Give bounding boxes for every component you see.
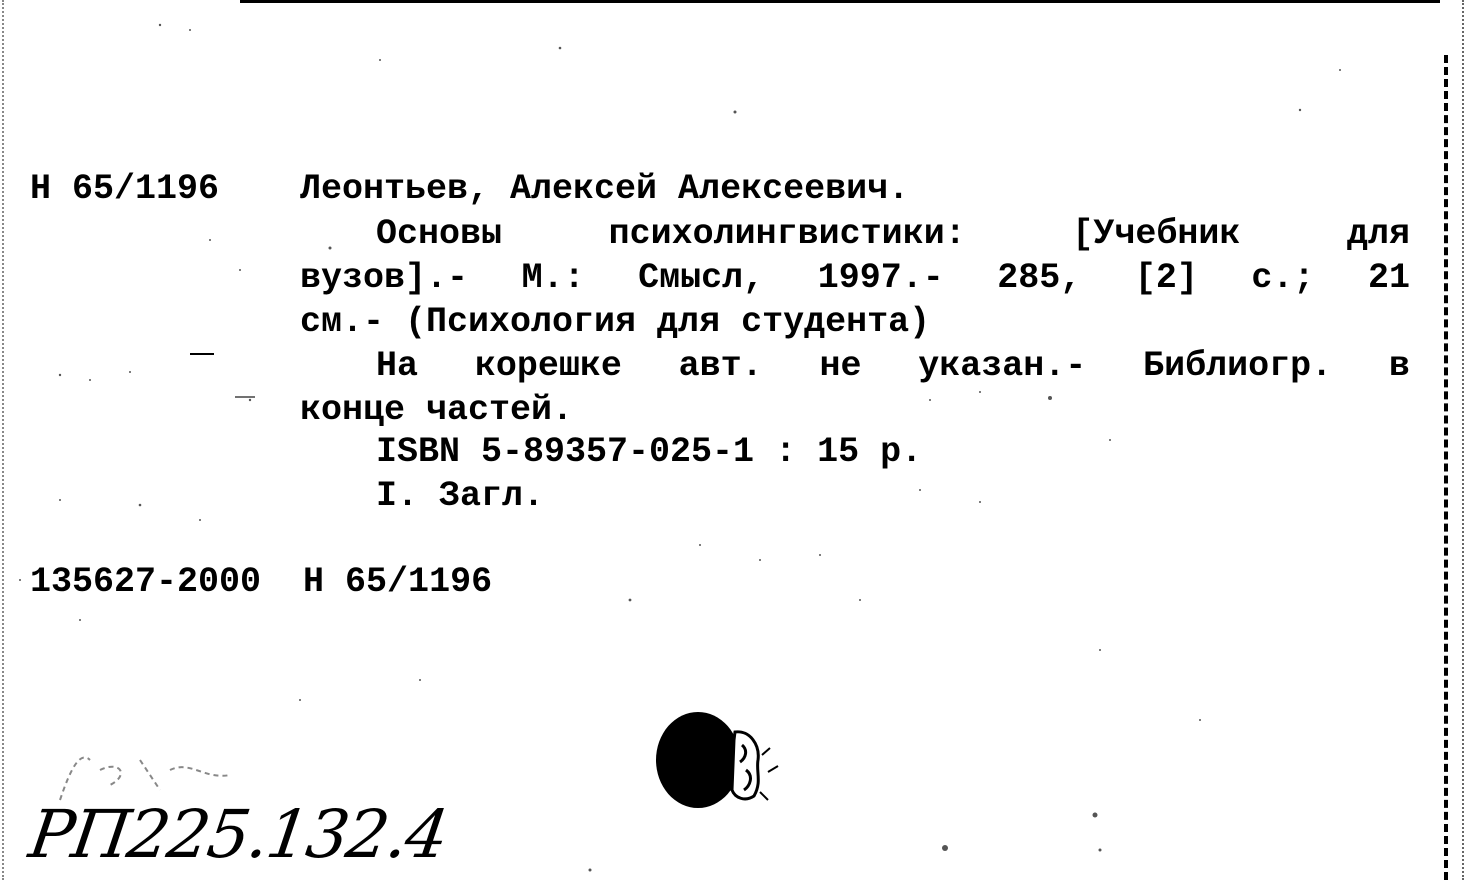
author-heading: Леонтьев, Алексей Алексеевич. bbox=[300, 169, 910, 209]
scan-edge-top bbox=[240, 0, 1440, 3]
title-entry: I. Загл. bbox=[376, 476, 545, 516]
note-word: На bbox=[376, 346, 419, 386]
description-line-1 bbox=[300, 212, 1410, 256]
scan-edge-right bbox=[1444, 55, 1448, 880]
description-line-3 bbox=[300, 300, 1410, 344]
note-word: в bbox=[1388, 346, 1410, 386]
description-word: [2] bbox=[1134, 258, 1198, 298]
note-word: корешке bbox=[474, 346, 622, 386]
description-word: 21 bbox=[1367, 258, 1410, 298]
bibliographic-description bbox=[300, 212, 1410, 432]
description-word: Основы bbox=[376, 214, 503, 254]
note-line-1 bbox=[300, 344, 1410, 388]
description-line-2 bbox=[300, 256, 1410, 300]
accession-number: 135627-2000 Н 65/1196 bbox=[30, 562, 493, 602]
description-word: М.: bbox=[521, 258, 585, 298]
call-number: Н 65/1196 bbox=[30, 169, 220, 209]
ink-stamp-mark bbox=[650, 710, 800, 820]
description-word: психолингвистики: bbox=[608, 214, 966, 254]
note-word: не bbox=[819, 346, 862, 386]
isbn-price: ISBN 5-89357-025-1 : 15 р. bbox=[376, 432, 923, 472]
series-statement: см.- (Психология для студента) bbox=[300, 302, 931, 342]
note-line-2 bbox=[300, 388, 1410, 432]
description-word: 285, bbox=[997, 258, 1082, 298]
note-text: конце частей. bbox=[300, 390, 574, 430]
note-word: авт. bbox=[678, 346, 763, 386]
description-word: для bbox=[1346, 214, 1410, 254]
description-word: с.; bbox=[1251, 258, 1315, 298]
description-word: [Учебник bbox=[1072, 214, 1241, 254]
description-word: вузов].- bbox=[300, 258, 469, 298]
description-word: Смысл, bbox=[638, 258, 765, 298]
note-word: Библиогр. bbox=[1143, 346, 1333, 386]
scan-edge-left bbox=[2, 0, 4, 880]
scan-edge-right-outer bbox=[1462, 0, 1464, 880]
description-word: 1997.- bbox=[817, 258, 944, 298]
note-word: указан.- bbox=[918, 346, 1087, 386]
handwritten-classification: РП225.132.4 bbox=[24, 796, 452, 873]
